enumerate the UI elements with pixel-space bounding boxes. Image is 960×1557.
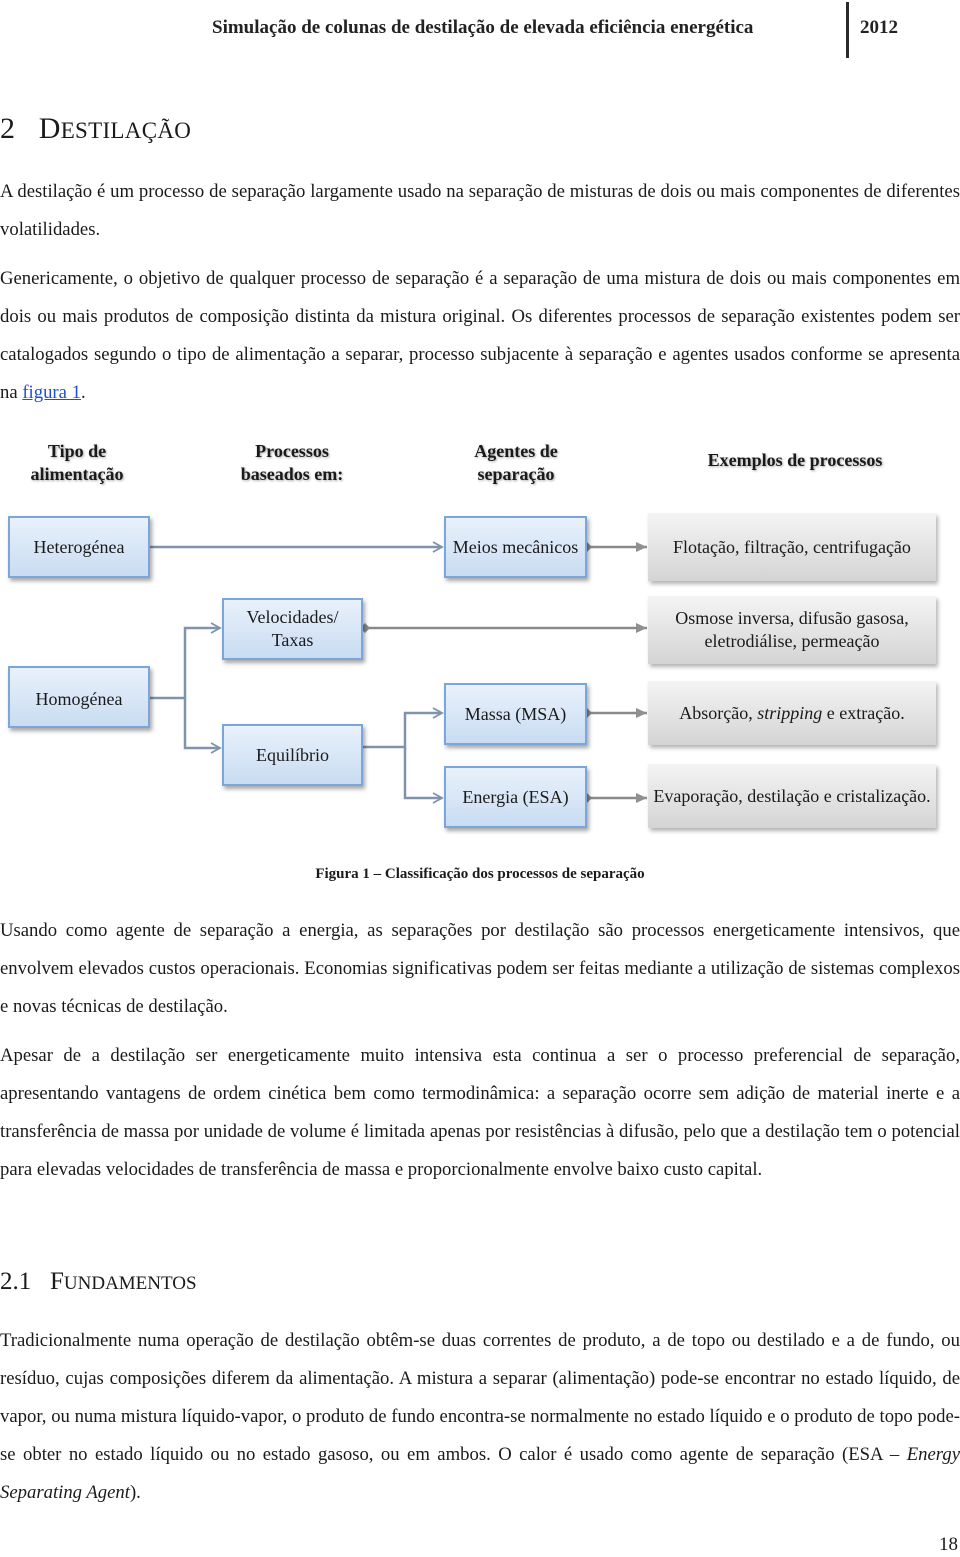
box-rates: Velocidades/ Taxas: [222, 598, 363, 660]
header-feed-type: Tipo de alimentação: [30, 441, 124, 484]
box-examples-mass: [648, 681, 936, 745]
box-homogeneous: Homogénea: [8, 666, 150, 728]
paragraph-advantages: Apesar de a destilação ser energeticamente muito intensiva esta continua a ser o processo preferencial de separação, apresentando vantagens de ordem cinética bem como termodinâmica: a separação ocorre sem adição de material inerte e a transferência de massa por unidade de volume é limitada apenas por resistências à difusão, pelo que a destilação tem o potencial para elevadas velocidades de transferência de massa e proporcionalmente envolve baixo custo capital.: [0, 1045, 960, 1180]
chapter-heading: [0, 112, 191, 146]
chapter-number: 2: [0, 112, 16, 145]
box-equilibrium: Equilíbrio: [222, 724, 363, 786]
energy-separating-agent-term: Energy Separating Agent: [0, 1444, 960, 1503]
box-mechanical-means: Meios mecânicos: [444, 516, 587, 578]
chapter-title-rest: ESTILAÇÃO: [60, 118, 192, 143]
paragraph-generic-end: .: [80, 382, 86, 403]
paragraph-fundamentals-end: ).: [129, 1482, 141, 1503]
box-examples-rates: Osmose inversa, difusão gasosa, eletrodiálise, permeação: [648, 596, 936, 664]
header-divider: [846, 2, 849, 58]
examples-mass-text-b: e extração.: [822, 702, 905, 723]
header-title: Simulação de colunas de destilação de elevada eficiência energética: [212, 17, 754, 38]
figure-caption: Figura 1 – Classificação dos processos de separação: [315, 866, 645, 882]
paragraph-fundamentals: [0, 1322, 960, 1512]
box-heterogeneous: Heterogénea: [8, 516, 150, 578]
subsection-title-initial: F: [50, 1268, 64, 1295]
paragraph-generic: [0, 260, 960, 412]
header-separation-agents: Agentes de separação: [474, 441, 558, 484]
box-energy-esa: Energia (ESA): [444, 766, 587, 828]
box-mass-msa: Massa (MSA): [444, 683, 587, 745]
paragraph-intro: A destilação é um processo de separação largamente usado na separação de misturas de dois ou mais componentes de diferentes volatilidades.: [0, 181, 960, 240]
separation-classification-diagram: [0, 430, 960, 850]
page-number: 18: [939, 1534, 958, 1555]
chapter-title-initial: D: [38, 112, 61, 145]
header-process-examples: Exemplos de processos: [707, 450, 883, 470]
box-examples-mechanical: Flotação, filtração, centrifugação: [648, 513, 936, 581]
examples-mass-stripping: stripping: [757, 702, 823, 723]
box-examples-energy: Evaporação, destilação e cristalização.: [648, 764, 936, 828]
paragraph-fundamentals-text: Tradicionalmente numa operação de destilação obtêm-se duas correntes de produto, a de topo ou destilado e a de fundo, ou resíduo, cujas composições diferem da alimentação. A mistura a separar (alimentação) pode-se encontrar no estado líquido, de vapor, ou numa mistura líquido-vapor, o produto de fundo encontra-se normalmente no estado líquido e o produto de topo pode-se obter no estado líquido ou no estado gasoso, ou em ambos. O calor é usado como agente de separação (ESA –: [0, 1330, 960, 1465]
header-process-basis: Processos baseados em:: [240, 441, 344, 484]
subsection-title-rest: UNDAMENTOS: [63, 1273, 197, 1294]
subsection-number: 2.1: [0, 1268, 32, 1295]
paragraph-generic-text: Genericamente, o objetivo de qualquer processo de separação é a separação de uma mistura de dois ou mais componentes em dois ou mais produtos de composição distinta da mistura original. Os diferentes processos de separação existentes podem ser catalogados segundo o tipo de alimentação a separar, processo subjacente à separação e agentes usados conforme se apresenta na: [0, 268, 960, 403]
paragraph-energy: Usando como agente de separação a energia, as separações por destilação são processos energeticamente intensivos, que envolvem elevados custos operacionais. Economias significativas podem ser feitas mediante a utilização de sistemas complexos e novas técnicas de destilação.: [0, 920, 960, 1017]
header-year: 2012: [860, 17, 898, 38]
examples-mass-text-a: Absorção,: [679, 702, 758, 723]
figure-1-link[interactable]: figura 1: [22, 382, 81, 403]
subsection-heading: [0, 1268, 197, 1296]
page-header: [0, 0, 960, 60]
